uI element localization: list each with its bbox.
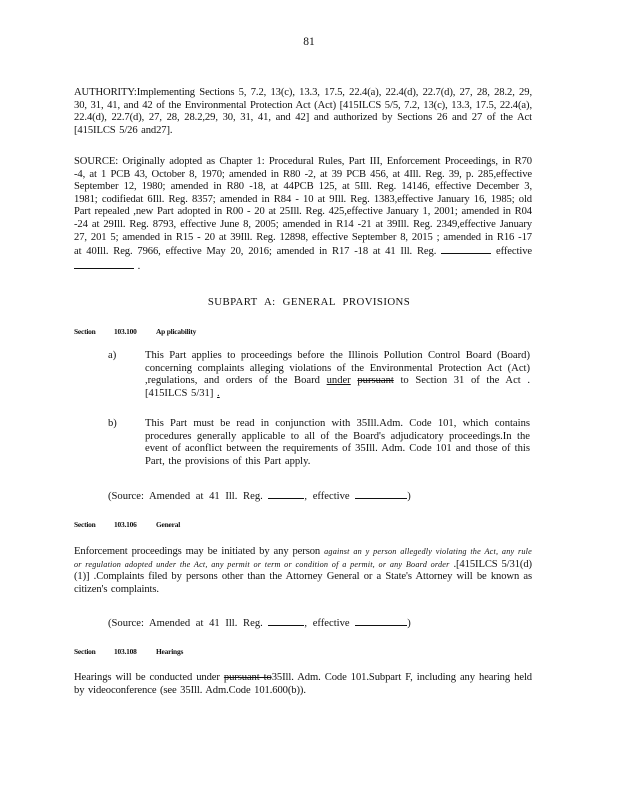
item-b-text: This Part must be read in conjunction with 35Ill.Adm. Code 101, which contains procedures generally applicable to all of the Board's adjudicatory proceedings.In the event of aconflict between the requirements of 35Ill. Adm. Code 101 and those of this Part, the provisions of this Part apply. <box>145 418 530 467</box>
section-103-106-heading <box>74 520 181 529</box>
section-106-source-note: (Source: Amended at 41 Ill. Reg. , effective ) <box>108 618 411 629</box>
section-number: 103.108 <box>114 647 137 656</box>
item-a-deleted-word: pursuant <box>357 375 394 387</box>
section-108-deleted-text: pursuant to <box>223 672 272 683</box>
section-106-text <box>74 546 532 596</box>
source-note-text: Amended at 41 Ill. Reg. <box>148 618 263 629</box>
section-103-108-heading <box>74 647 184 656</box>
source-note-close: ) <box>407 618 411 629</box>
source-note-label: (Source: <box>108 618 144 629</box>
source-note-effective: effective <box>312 491 350 502</box>
source-note-date-blank <box>355 489 407 499</box>
subpart-heading: SUBPART A: GENERAL PROVISIONS <box>207 296 411 308</box>
section-title: General <box>156 520 181 529</box>
section-title: Hearings <box>156 647 184 656</box>
section-label: Section <box>74 647 96 656</box>
section-label: Section <box>74 520 96 529</box>
source-effective-label: effective <box>496 246 532 258</box>
section-number: 103.100 <box>114 327 137 336</box>
section-108-text <box>74 672 532 697</box>
source-note-reg-blank <box>268 616 304 626</box>
section-106-text-pre: Enforcement proceedings may be initiated by any person <box>74 546 321 557</box>
source-note-date-blank <box>355 616 407 626</box>
source-note-text: Amended at 41 Ill. Reg. <box>148 491 263 502</box>
section-number: 103.106 <box>114 520 137 529</box>
source-note-effective: effective <box>312 618 350 629</box>
section-106-statutory-italic: against an y person allegedly violating the Act, any rule or regulation adopted under the Act, any permit or term or condition of a permit, or any Board order <box>74 547 532 569</box>
source-effective-blank <box>74 259 134 269</box>
section-103-100-heading <box>74 327 197 336</box>
source-note-close: ) <box>407 491 411 502</box>
section-label: Section <box>74 327 96 336</box>
item-a-text-pre: This Part applies to proceedings before the Illinois Pollution Control Board (Board) concerning complaints alleging violations of the Environmental Protection Act (Act) ,regulations, and orders of the Board <box>145 350 530 387</box>
section-108-text-post: 35Ill. Adm. Code 101.Subpart F, including any hearing held by videoconference (see 35Ill. Adm.Code 101.600(b)). <box>74 672 532 696</box>
item-b-label: b) <box>108 418 117 429</box>
item-a-inserted-word: under <box>326 375 351 387</box>
section-title: Ap plicability <box>156 327 197 336</box>
source-paragraph <box>74 156 532 273</box>
source-end: . <box>137 260 141 272</box>
source-text: SOURCE: Originally adopted as Chapter 1: Procedural Rules, Part III, Enforcement Proceedings, in R70 -4, at 1 PCB 43, October 8, 1970; amended in R80 -2, at 39 PCB 456, at 4Ill. Reg. 39, p. 285,effective September 12, 1980; amended in R80 -18, at 44PCB 125, at 5Ill. Reg. 14146, effective December 3, 1981; codifiedat 6Ill. Reg. 8357; amended in R84 - 10 at 9Ill. Reg. 1383,effective January 16, 1985; old Part repealed ,new Part adopted in R00 - 20 at 25Ill. Reg. 425,effective January 1, 2001; amended in R04 -24 at 29Ill. Reg. 8793, effective June 8, 2005; amended in R14 -21 at 39Ill. Reg. 2349,effective January 27, 201 5; amended in R15 - 20 at 39Ill. Reg. 12898, effective September 8, 2015 ; amended in R16 -17 at 40Ill. Reg. 7966, effective May 20, 2016; amended in R17 -18 at 41 Ill. Reg. <box>74 156 532 258</box>
item-a-mark: . <box>217 387 220 399</box>
source-note-label: (Source: <box>108 491 144 502</box>
section-108-text-pre: Hearings will be conducted under <box>74 672 220 683</box>
page-number: 81 <box>303 36 315 48</box>
item-a-text <box>145 350 530 400</box>
section-106-text-post: .[415ILCS 5/31(d)(1)] .Complaints filed by persons other than the Attorney General or a State's Attorney will be known as citizen's complaints. <box>74 558 532 595</box>
source-note-reg-blank <box>268 489 304 499</box>
item-a-label: a) <box>108 350 117 361</box>
section-100-source-note: (Source: Amended at 41 Ill. Reg. , effective ) <box>108 491 411 502</box>
item-a-text-post: to Section 31 of the Act .[415ILCS 5/31] <box>145 375 530 399</box>
source-reg-blank <box>441 244 491 254</box>
authority-paragraph: AUTHORITY:Implementing Sections 5, 7.2, 13(c), 13.3, 17.5, 22.4(a), 22.4(d), 22.7(d), 27, 28, 28.2, 29, 30, 31, 41, and 42 of the Environmental Protection Act (Act) [415ILCS 5/5, 7.2, 13(c), 13.3, 17.5, 22.4(a), 22.4(d), 22.7(d), 27, 28, 28.2,29, 30, 31, 41, and 42] and authorized by Sections 26 and 27 of the Act [415ILCS 5/26 and27]. <box>74 87 532 136</box>
